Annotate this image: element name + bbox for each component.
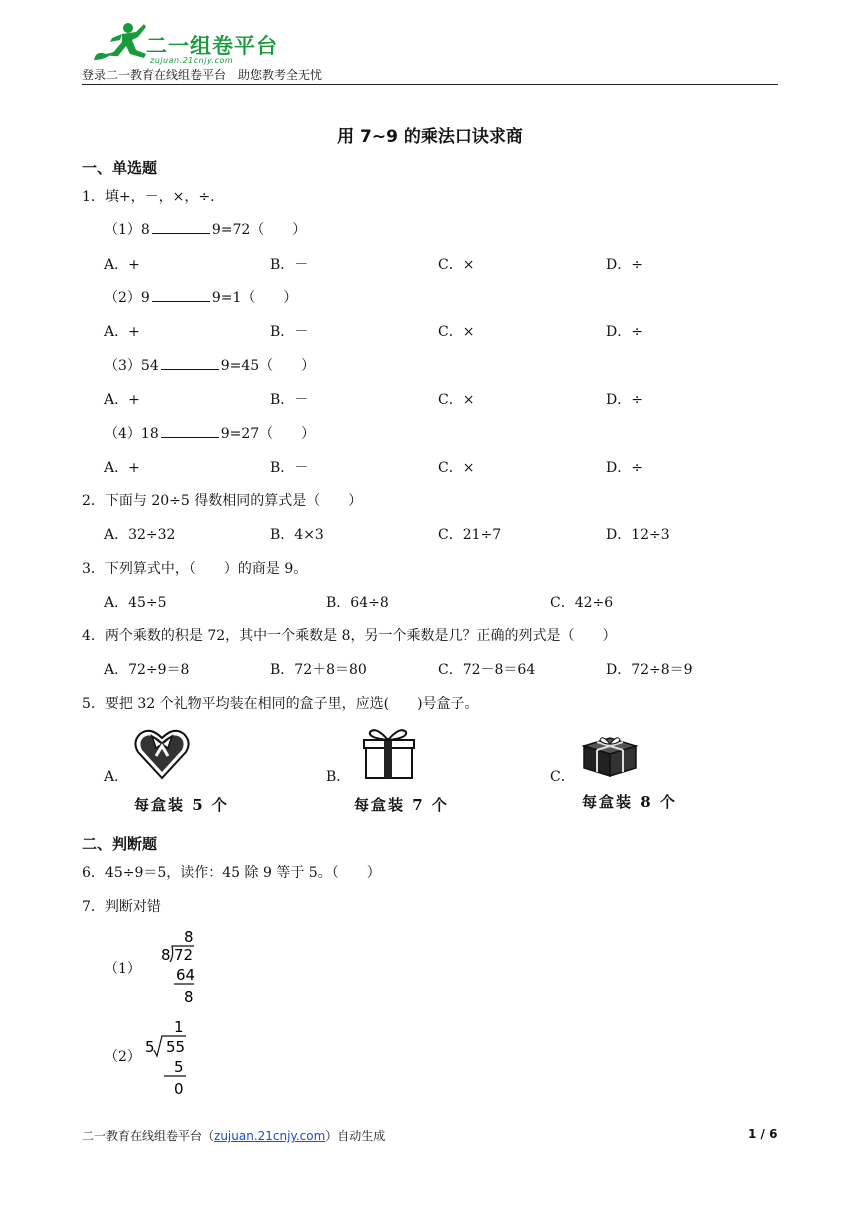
question-1-sub-1 [104,219,306,239]
option-a[interactable]: A．45÷5 [104,595,167,611]
option-a[interactable]: A． [104,769,129,785]
logo [92,20,152,64]
section-heading-true-false: 二、判断题 [82,835,158,853]
header-slogan: 登录二一教育在线组卷平台 助您教考全无忧 [82,68,323,82]
option-c[interactable]: C．× [438,460,475,476]
logo-text: 二一组卷平台 [146,34,278,58]
option-c[interactable]: C．× [438,392,475,408]
option-b[interactable]: B． [326,769,351,785]
option-b[interactable]: B．－ [270,392,309,408]
question-1-sub-4 [104,423,315,443]
long-division-2 [144,1016,194,1102]
sub-post: 9=27（ ） [220,426,316,442]
sub-pre: （4）18 [104,426,159,442]
section-heading-single-choice: 一、单选题 [82,159,158,177]
option-a[interactable]: A．+ [104,324,140,340]
runner-logo-icon [92,20,152,64]
footer-prefix: 二一教育在线组卷平台（ [82,1129,215,1143]
question-5-stem: 5．要把 32 个礼物平均装在相同的盒子里，应选( )号盒子。 [82,696,479,712]
question-7-stem: 7．判断对错 [82,899,161,915]
question-3-stem: 3．下列算式中，（ ）的商是 9。 [82,561,308,577]
option-d[interactable]: D．÷ [606,257,643,273]
box-caption-b: 每盒装 7 个 [354,796,449,814]
option-b[interactable]: B．64÷8 [326,595,389,611]
divisor: 5 [145,1038,155,1056]
box-caption-a: 每盒装 5 个 [134,796,229,814]
option-d[interactable]: D．÷ [606,392,643,408]
logo-subtext: zujuan.21cnjy.com [150,56,234,65]
dividend: 55 [166,1038,186,1056]
question-1-stem: 1．填+，－，×，÷. [82,189,215,205]
box-caption-c: 每盒装 8 个 [582,793,677,811]
option-b[interactable]: B．－ [270,324,309,340]
long-division-1 [160,928,210,1012]
option-c[interactable]: C．72－8＝64 [438,662,536,678]
option-c[interactable]: C．42÷6 [550,595,614,611]
option-d[interactable]: D．÷ [606,324,643,340]
page-number: 1 / 6 [748,1127,778,1141]
dividend: 72 [174,946,194,964]
question-2-stem: 2．下面与 20÷5 得数相同的算式是（ ） [82,493,363,509]
option-c[interactable]: C．× [438,257,475,273]
quotient: 1 [174,1018,184,1036]
option-a[interactable]: A．+ [104,392,140,408]
option-b[interactable]: B．72＋8＝80 [270,662,367,678]
footer-link[interactable]: zujuan.21cnjy.com [214,1129,326,1143]
sub-pre: （3）54 [104,358,159,374]
sub-pre: （1）8 [104,222,150,238]
question-7-item-1-label: （1） [104,961,141,977]
option-a[interactable]: A．72÷9＝8 [104,662,190,678]
option-b[interactable]: B．－ [270,257,309,273]
header-divider [82,84,778,85]
heart-gift-box-icon [132,726,192,786]
question-1-sub-3 [104,355,315,375]
option-d[interactable]: D．12÷3 [606,527,670,543]
option-c[interactable]: C．× [438,324,475,340]
footer-source [82,1127,385,1144]
sub-post: 9=72（ ） [211,222,307,238]
option-b[interactable]: B．－ [270,460,309,476]
remainder: 0 [174,1080,184,1098]
option-a[interactable]: A．32÷32 [104,527,176,543]
option-c[interactable]: C．21÷7 [438,527,502,543]
footer-suffix: ）自动生成 [325,1129,386,1143]
ribbon-gift-box-icon [360,726,418,786]
sub-post: 9=45（ ） [220,358,316,374]
question-6-stem: 6．45÷9＝5，读作：45 除 9 等于 5。（ ） [82,865,381,881]
remainder: 8 [184,988,194,1006]
question-1-sub-2 [104,287,297,307]
quotient: 8 [184,928,194,946]
product: 5 [174,1058,184,1076]
option-a[interactable]: A．+ [104,460,140,476]
product: 64 [176,966,196,984]
divisor: 8 [161,946,171,964]
answer-blank[interactable] [161,425,219,438]
square-gift-box-icon [580,732,640,782]
page-title: 用 7~9 的乘法口诀求商 [337,127,523,147]
answer-blank[interactable] [152,221,210,234]
option-c[interactable]: C． [550,769,575,785]
option-a[interactable]: A．+ [104,257,140,273]
sub-post: 9=1（ ） [211,290,298,306]
option-b[interactable]: B．4×3 [270,527,324,543]
question-7-item-2-label: （2） [104,1049,141,1065]
answer-blank[interactable] [152,289,210,302]
option-d[interactable]: D．÷ [606,460,643,476]
option-d[interactable]: D．72÷8＝9 [606,662,693,678]
answer-blank[interactable] [161,357,219,370]
question-4-stem: 4．两个乘数的积是 72，其中一个乘数是 8，另一个乘数是几？正确的列式是（ ） [82,628,617,644]
sub-pre: （2）9 [104,290,150,306]
